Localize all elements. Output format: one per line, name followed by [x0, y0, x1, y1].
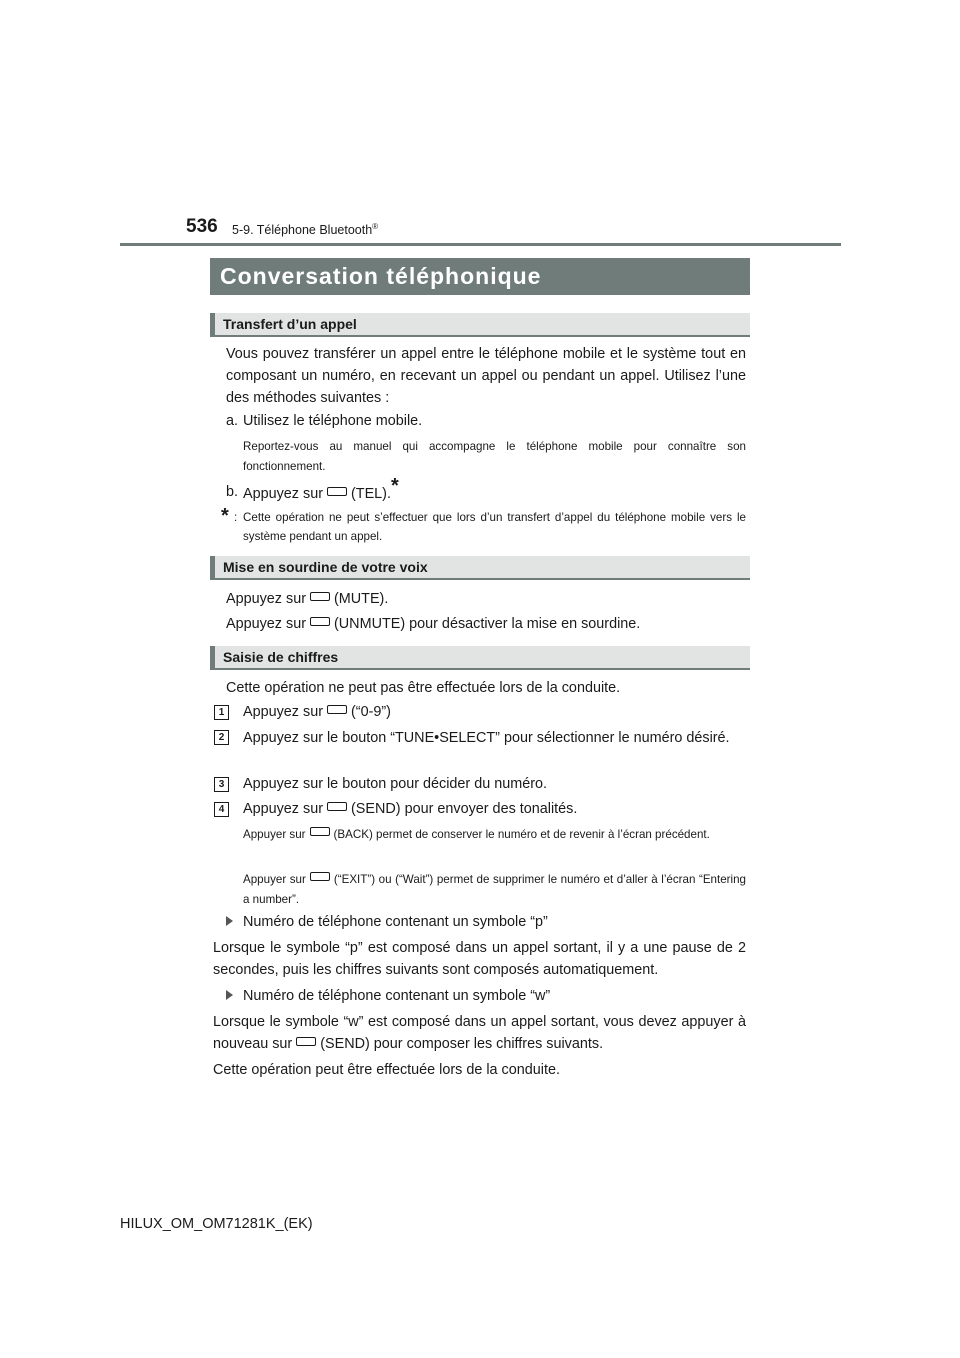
triangle-bullet-icon	[226, 990, 233, 1000]
option-a-label: a.	[226, 413, 239, 429]
mute-button-icon	[310, 592, 330, 601]
document-code: HILUX_OM_OM71281K_(EK)	[120, 1216, 313, 1232]
unmute-button-icon	[310, 617, 330, 626]
option-a-text: Utilisez le téléphone mobile.	[243, 413, 423, 429]
option-b-line	[243, 475, 399, 505]
step-1-suffix: (“0-9”)	[351, 704, 391, 720]
mute-line	[226, 588, 388, 610]
footnote-marker: *	[390, 475, 399, 497]
unmute-prefix: Appuyez sur	[226, 616, 306, 632]
exit-note-suffix: (“EXIT”) ou (“Wait”) permet de supprimer le numéro et d’aller à l’écran “Entering a number”.	[243, 873, 747, 906]
send-button-icon	[296, 1037, 316, 1046]
w-symbol-text-prefix: Lorsque le symbole “w” est composé dans un appel sortant, vous devez appuyer à nouveau sur	[213, 1014, 746, 1052]
back-note-prefix: Appuyer sur	[243, 828, 306, 841]
w-symbol-text-suffix: (SEND) pour composer les chiffres suivants.	[320, 1036, 604, 1052]
unmute-line	[226, 613, 640, 635]
unmute-suffix: (UNMUTE) pour désactiver la mise en sourdine.	[334, 616, 641, 632]
p-symbol-heading-text: Numéro de téléphone contenant un symbole “p”	[243, 914, 548, 930]
subheading-mute: Mise en sourdine de votre voix	[210, 556, 750, 580]
option-a-note: Reportez-vous au manuel qui accompagne le téléphone mobile pour connaître son fonctionnement.	[243, 440, 746, 473]
step-4-text	[243, 798, 577, 820]
section-reference-text: 5-9. Téléphone Bluetooth	[232, 223, 373, 238]
step-number-4: 4	[214, 802, 229, 817]
page-title: Conversation téléphonique	[210, 258, 750, 295]
w-symbol-heading	[226, 985, 550, 1007]
mute-suffix: (MUTE).	[334, 591, 389, 607]
subheading-digits: Saisie de chiffres	[210, 646, 750, 670]
footnote-text: Cette opération ne peut s’effectuer que lors d’un transfert d’appel du téléphone mobile vers le système pendant un appel.	[243, 511, 746, 543]
step-4-prefix: Appuyez sur	[243, 801, 323, 817]
step-number-1: 1	[214, 705, 229, 720]
w-symbol-heading-text: Numéro de téléphone contenant un symbole “w”	[243, 988, 551, 1004]
back-note	[243, 825, 746, 845]
step-1-prefix: Appuyez sur	[243, 704, 323, 720]
registered-mark: ®	[372, 222, 379, 231]
send-button-icon	[327, 802, 347, 811]
step-2-text: Appuyez sur le bouton “TUNE•SELECT” pour sélectionner le numéro désiré.	[243, 730, 730, 746]
triangle-bullet-icon	[226, 916, 233, 926]
step-number-2: 2	[214, 730, 229, 745]
header-divider	[120, 243, 841, 246]
section-reference	[232, 222, 378, 237]
subheading-transfer: Transfert d’un appel	[210, 313, 750, 337]
w-symbol-note: Cette opération peut être effectuée lors de la conduite.	[213, 1062, 560, 1078]
digits-button-icon	[327, 705, 347, 714]
option-b-label: b.	[226, 484, 239, 500]
p-symbol-heading	[226, 911, 548, 933]
back-button-icon	[310, 827, 330, 836]
step-1-text	[243, 701, 391, 723]
digits-intro: Cette opération ne peut pas être effectuée lors de la conduite.	[226, 680, 621, 696]
mute-prefix: Appuyez sur	[226, 591, 306, 607]
transfer-intro: Vous pouvez transférer un appel entre le téléphone mobile et le système tout en composant un numéro, en recevant un appel ou pendant un appel. Utilisez l’une des méthodes suivantes :	[226, 346, 746, 406]
tel-button-icon	[327, 487, 347, 496]
p-symbol-text: Lorsque le symbole “p” est composé dans un appel sortant, il y a une pause de 2 secondes, puis les chiffres suivants sont composés automatiquement.	[213, 940, 746, 978]
step-number-3: 3	[214, 777, 229, 792]
option-b-prefix: Appuyez sur	[243, 486, 323, 502]
step-4-suffix: (SEND) pour envoyer des tonalités.	[351, 801, 578, 817]
exit-note	[243, 870, 746, 910]
page-number: 536	[186, 216, 218, 237]
exit-button-icon	[310, 872, 330, 881]
footnote-colon: :	[234, 511, 238, 524]
exit-note-prefix: Appuyer sur	[243, 873, 306, 886]
back-note-suffix: (BACK) permet de conserver le numéro et de revenir à l’écran précédent.	[333, 828, 710, 841]
w-symbol-text	[213, 1011, 746, 1055]
footnote-star: *	[221, 505, 229, 527]
option-b-suffix: (TEL).	[351, 486, 391, 502]
step-3-text: Appuyez sur le bouton pour décider du numéro.	[243, 776, 547, 792]
